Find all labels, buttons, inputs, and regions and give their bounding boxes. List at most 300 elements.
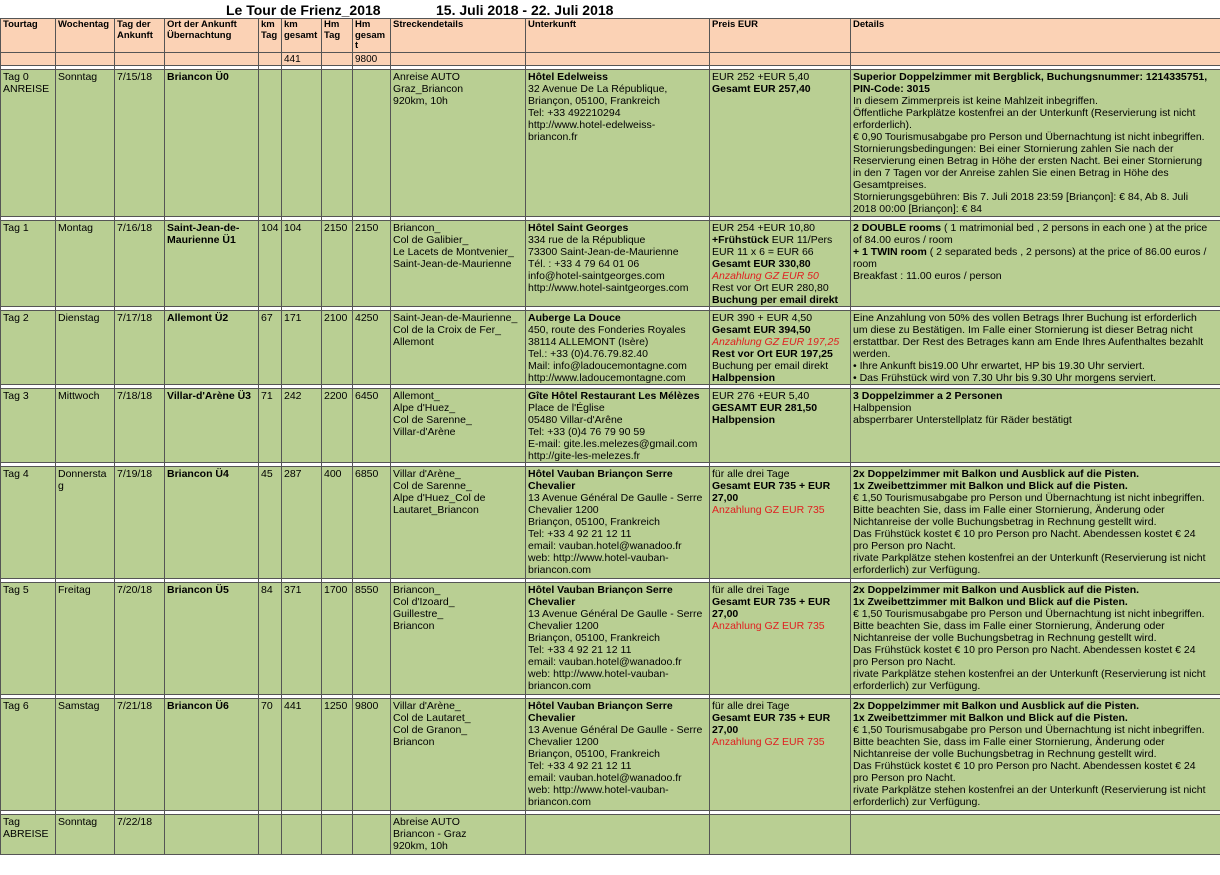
route-cell: [391, 310, 526, 384]
cell-line: E-mail: gite.les.melezes@gmail.com: [528, 437, 698, 450]
accommodation-cell: [526, 698, 710, 810]
cell-line: Tel: +33 4 92 21 12 11: [528, 527, 632, 540]
cell-line: Bitte beachten Sie, dass im Falle einer Stornierung, Änderung oder: [853, 503, 1165, 516]
cell-line: 27,00: [712, 491, 739, 504]
cell-line: Superior Doppelzimmer mit Bergblick, Buchungsnummer: 1214335751,: [853, 70, 1208, 83]
cell-line: Gesamt EUR 330,80: [712, 257, 811, 270]
cell-line: Hôtel Edelweiss: [528, 70, 608, 83]
cell-line: Col de Sarenne_: [393, 479, 472, 492]
cell-line: Col de la Croix de Fer_: [393, 323, 501, 336]
cell-line: http://www.hotel-edelweiss-: [528, 118, 656, 131]
km-total-cell: 371: [282, 582, 322, 694]
cell-line: in den 7 Tagen vor der Anreise zahlen Sie einen Betrag in Höhe des: [853, 166, 1169, 179]
cell-line: Anzahlung GZ EUR 735: [712, 503, 825, 516]
cell-line: + 1 TWIN room ( 2 separated beds , 2 persons) at the price of 86.00 euros /: [853, 245, 1207, 258]
details-cell: [851, 466, 1220, 578]
tourtag-cell: [1, 220, 56, 306]
cell-line: Stornierungsbedingungen: Bei einer Stornierung zahlen Sie nach der: [853, 142, 1174, 155]
hm-total-cell: 6850: [353, 466, 391, 578]
cell-line: Tél. : +33 4 79 64 01 06: [528, 257, 640, 270]
hm-day-cell: 2200: [322, 388, 353, 462]
cell-line: Briancon_: [393, 221, 441, 234]
day-row: [1, 466, 1220, 578]
cell-line: • Ihre Ankunft bis19.00 Uhr erwartet, HP bis 19.30 Uhr serviert.: [853, 359, 1145, 372]
km-day-cell: 70: [259, 698, 282, 810]
cell-line: web: http://www.hotel-vauban-: [528, 667, 669, 680]
cell-line: Eine Anzahlung von 50% des vollen Betrags Ihrer Buchung ist erforderlich: [853, 311, 1197, 324]
weekday-cell: Dienstag: [56, 310, 115, 384]
details-cell: [851, 814, 1220, 854]
cell-line: briancon.fr: [528, 130, 578, 143]
route-cell: [391, 814, 526, 854]
total-hm: 9800: [353, 52, 391, 65]
day-row: [1, 310, 1220, 384]
cell-line: Gesamt EUR 257,40: [712, 82, 811, 95]
hm-total-cell: 9800: [353, 698, 391, 810]
cell-line: Stornierungsgebühren: Bis 7. Juli 2018 23:59 [Briançon]: € 84, Ab 8. Juli: [853, 190, 1189, 203]
cell-line: Tel.: +33 (0)4.76.79.82.40: [528, 347, 648, 360]
cell-line: € 1,50 Tourismusabgabe pro Person und Übernachtung ist nicht inbegriffen.: [853, 491, 1205, 504]
header-cell: Wochentag: [56, 19, 115, 53]
accommodation-cell: [526, 69, 710, 216]
cell-line: erforderlich).: [853, 118, 912, 131]
cell-line: briancon.com: [528, 795, 592, 808]
accommodation-cell: [526, 388, 710, 462]
cell-line: In diesem Zimmerpreis ist keine Mahlzeit inbegriffen.: [853, 94, 1098, 107]
cell-line: absperrbarer Unterstellplatz für Räder bestätigt: [853, 413, 1072, 426]
cell-line: of 84.00 euros / room: [853, 233, 953, 246]
cell-line: Tag: [3, 815, 20, 828]
bold-fragment: 2 DOUBLE rooms: [853, 221, 942, 234]
accommodation-cell: [526, 466, 710, 578]
header-cell: km Tag: [259, 19, 282, 53]
cell-line: Anzahlung GZ EUR 735: [712, 735, 825, 748]
cell-line: 27,00: [712, 723, 739, 736]
cell-line: 13 Avenue Général De Gaulle - Serre: [528, 723, 703, 736]
cell-line: Hôtel Saint Georges: [528, 221, 629, 234]
date-cell: 7/18/18: [115, 388, 165, 462]
weekday-cell: Mittwoch: [56, 388, 115, 462]
location-cell: Villar-d'Arène Ü3: [165, 388, 259, 462]
details-cell: [851, 388, 1220, 462]
date-cell: 7/17/18: [115, 310, 165, 384]
header-cell: Hm Tag: [322, 19, 353, 53]
price-cell: [710, 582, 851, 694]
km-total-cell: 287: [282, 466, 322, 578]
cell-line: Halbpension: [712, 413, 776, 426]
cell-line: Guillestre_: [393, 607, 444, 620]
cell-line: Saint-Jean-de-Maurienne_: [393, 311, 518, 324]
cell-line: web: http://www.hotel-vauban-: [528, 783, 669, 796]
details-cell: [851, 582, 1220, 694]
cell-line: Alpe d'Huez_Col de: [393, 491, 486, 504]
weekday-cell: Sonntag: [56, 814, 115, 854]
weekday-cell: Sonntag: [56, 69, 115, 216]
header-cell: Streckendetails: [391, 19, 526, 53]
cell-line: rivate Parkplätze stehen kostenfrei an der Unterkunft (Reservierung ist nicht: [853, 783, 1206, 796]
cell-line: 2x Doppelzimmer mit Balkon und Ausblick auf die Pisten.: [853, 583, 1140, 596]
cell-line: erforderlich) zur Verfügung.: [853, 795, 981, 808]
cell-line: 13 Avenue Général De Gaulle - Serre: [528, 607, 703, 620]
cell-line: Nichtanreise der volle Buchungsbetrag in Rechnung gestellt wird.: [853, 747, 1157, 760]
hm-day-cell: 2150: [322, 220, 353, 306]
day-row: [1, 388, 1220, 462]
cell-line: Anzahlung GZ EUR 735: [712, 619, 825, 632]
km-day-cell: [259, 814, 282, 854]
cell-line: web: http://www.hotel-vauban-: [528, 551, 669, 564]
km-day-cell: 71: [259, 388, 282, 462]
cell-line: Tag 4: [3, 467, 29, 480]
cell-line: Rest vor Ort EUR 280,80: [712, 281, 829, 294]
hm-day-cell: [322, 69, 353, 216]
cell-line: Chevalier: [528, 711, 576, 724]
bold-fragment: +Frühstück: [712, 233, 769, 246]
cell-line: 920km, 10h: [393, 839, 448, 852]
price-cell: [710, 220, 851, 306]
route-cell: [391, 220, 526, 306]
cell-line: room: [853, 257, 877, 270]
cell-line: Col de Sarenne_: [393, 413, 472, 426]
cell-line: Anreise AUTO: [393, 70, 460, 83]
location-cell: Allemont Ü2: [165, 310, 259, 384]
cell-line: Col de Granon_: [393, 723, 468, 736]
price-cell: [710, 698, 851, 810]
cell-line: Le Lacets de Montvenier_: [393, 245, 514, 258]
cell-line: Graz_Briancon: [393, 82, 464, 95]
weekday-cell: Donnerstag: [56, 466, 115, 578]
cell-line: info@hotel-saintgeorges.com: [528, 269, 665, 282]
tourtag-cell: [1, 582, 56, 694]
cell-line: Briancon: [393, 619, 435, 632]
cell-line: 1x Zweibettzimmer mit Balkon und Blick auf die Pisten.: [853, 479, 1128, 492]
cell-line: € 0,90 Tourismusabgabe pro Person und Übernachtung ist nicht inbegriffen.: [853, 130, 1205, 143]
cell-line: Das Frühstück kostet € 10 pro Person pro Nacht. Abendessen kostet € 24: [853, 759, 1196, 772]
cell-line: Anzahlung GZ EUR 50: [712, 269, 819, 282]
cell-line: Gesamt EUR 735 + EUR: [712, 595, 831, 608]
cell-line: GESAMT EUR 281,50: [712, 401, 818, 414]
price-cell: [710, 814, 851, 854]
cell-line: Hôtel Vauban Briançon Serre: [528, 583, 673, 596]
details-cell: [851, 698, 1220, 810]
cell-line: pro Person pro Nacht.: [853, 539, 956, 552]
header-cell: Tourtag: [1, 19, 56, 53]
cell-line: Briançon, 05100, Frankreich: [528, 94, 660, 107]
bold-fragment: + 1 TWIN room: [853, 245, 927, 258]
price-cell: [710, 388, 851, 462]
cell-line: 73300 Saint-Jean-de-Maurienne: [528, 245, 679, 258]
header-cell: Ort der Ankunft Übernachtung: [165, 19, 259, 53]
km-day-cell: [259, 69, 282, 216]
header-cell: Hm gesamt: [353, 19, 391, 53]
cell-line: 1x Zweibettzimmer mit Balkon und Blick auf die Pisten.: [853, 711, 1128, 724]
cell-line: Breakfast : 11.00 euros / person: [853, 269, 1002, 282]
cell-line: Halbpension: [853, 401, 912, 414]
cell-line: EUR 252 +EUR 5,40: [712, 70, 810, 83]
weekday-cell: Montag: [56, 220, 115, 306]
day-row: [1, 582, 1220, 694]
cell-line: Gîte Hôtel Restaurant Les Mélèzes: [528, 389, 700, 402]
cell-line: rivate Parkplätze stehen kostenfrei an der Unterkunft (Reservierung ist nicht: [853, 667, 1206, 680]
accommodation-cell: [526, 220, 710, 306]
price-cell: [710, 310, 851, 384]
cell-line: Briancon: [393, 735, 435, 748]
cell-line: +Frühstück EUR 11/Pers: [712, 233, 833, 246]
header-cell: km gesamt: [282, 19, 322, 53]
price-cell: [710, 69, 851, 216]
cell-line: Saint-Jean-de-Maurienne: [393, 257, 512, 270]
date-cell: 7/22/18: [115, 814, 165, 854]
cell-line: Das Frühstück kostet € 10 pro Person pro Nacht. Abendessen kostet € 24: [853, 527, 1196, 540]
cell-line: 13 Avenue Général De Gaulle - Serre: [528, 491, 703, 504]
cell-line: Gesamt EUR 394,50: [712, 323, 811, 336]
hm-day-cell: [322, 814, 353, 854]
header-row: [1, 19, 1220, 53]
cell-line: Col de Lautaret_: [393, 711, 471, 724]
route-cell: [391, 698, 526, 810]
hm-total-cell: 8550: [353, 582, 391, 694]
date-cell: 7/15/18: [115, 69, 165, 216]
km-total-cell: 104: [282, 220, 322, 306]
cell-line: Col de Galibier_: [393, 233, 469, 246]
cell-line: EUR 276 +EUR 5,40: [712, 389, 810, 402]
km-total-cell: [282, 814, 322, 854]
cell-line: für alle drei Tage: [712, 583, 790, 596]
cell-line: Lautaret_Briancon: [393, 503, 479, 516]
header-cell: Preis EUR: [710, 19, 851, 53]
cell-line: Gesamt EUR 735 + EUR: [712, 479, 831, 492]
km-day-cell: 67: [259, 310, 282, 384]
cell-line: 38114 ALLEMONT (Isère): [528, 335, 649, 348]
cell-line: Gesamtpreises.: [853, 178, 927, 191]
cell-line: Tel: +33 492210294: [528, 106, 621, 119]
cell-line: Col d'Izoard_: [393, 595, 455, 608]
cell-line: Villar d'Arène_: [393, 467, 461, 480]
cell-line: Chevalier: [528, 595, 576, 608]
cell-line: Briancon - Graz: [393, 827, 467, 840]
cell-line: Villar-d'Arène: [393, 425, 456, 438]
km-total-cell: 242: [282, 388, 322, 462]
cell-line: briancon.com: [528, 563, 592, 576]
cell-line: um diese zu Bestätigen. Im Falle einer Stornierung ist dieser Betrag nicht: [853, 323, 1193, 336]
hm-day-cell: 400: [322, 466, 353, 578]
cell-line: email: vauban.hotel@wanadoo.fr: [528, 655, 682, 668]
day-row: [1, 69, 1220, 216]
cell-line: Briançon, 05100, Frankreich: [528, 515, 660, 528]
weekday-cell: Freitag: [56, 582, 115, 694]
hm-total-cell: 6450: [353, 388, 391, 462]
location-cell: Briancon Ü6: [165, 698, 259, 810]
cell-line: 27,00: [712, 607, 739, 620]
location-cell: Briancon Ü5: [165, 582, 259, 694]
details-cell: [851, 220, 1220, 306]
cell-line: ANREISE: [3, 82, 50, 95]
cell-line: Briançon, 05100, Frankreich: [528, 747, 660, 760]
cell-line: Gesamt EUR 735 + EUR: [712, 711, 831, 724]
accommodation-cell: [526, 582, 710, 694]
cell-line: http://www.ladoucemontagne.com: [528, 371, 686, 384]
cell-line: 334 rue de la République: [528, 233, 646, 246]
cell-line: Chevalier 1200: [528, 735, 599, 748]
cell-line: 2018 00:00 [Briançon]: € 84: [853, 202, 983, 215]
route-cell: [391, 69, 526, 216]
cell-line: Halbpension: [712, 371, 776, 384]
cell-line: Buchung per email direkt: [712, 359, 829, 372]
hm-total-cell: [353, 814, 391, 854]
cell-line: Tag 0: [3, 70, 29, 83]
tourtag-cell: [1, 698, 56, 810]
date-cell: 7/19/18: [115, 466, 165, 578]
cell-line: Alpe d'Huez_: [393, 401, 456, 414]
weekday-cell: Samstag: [56, 698, 115, 810]
cell-line: • Das Frühstück wird von 7.30 Uhr bis 9.30 Uhr morgens serviert.: [853, 371, 1157, 384]
date-cell: 7/16/18: [115, 220, 165, 306]
cell-line: Nichtanreise der volle Buchungsbetrag in Rechnung gestellt wird.: [853, 631, 1157, 644]
hm-day-cell: 1700: [322, 582, 353, 694]
cell-line: Tel: +33 4 92 21 12 11: [528, 759, 632, 772]
cell-line: € 1,50 Tourismusabgabe pro Person und Übernachtung ist nicht inbegriffen.: [853, 607, 1205, 620]
cell-line: http://www.hotel-saintgeorges.com: [528, 281, 689, 294]
cell-line: Tel: +33 4 92 21 12 11: [528, 643, 632, 656]
cell-line: pro Person pro Nacht.: [853, 655, 956, 668]
accommodation-cell: [526, 310, 710, 384]
cell-line: Abreise AUTO: [393, 815, 460, 828]
date-cell: 7/21/18: [115, 698, 165, 810]
cell-line: Chevalier: [528, 479, 576, 492]
cell-line: Tag 5: [3, 583, 29, 596]
cell-line: Öffentliche Parkplätze kostenfrei an der Unterkunft (Reservierung ist nicht: [853, 106, 1196, 119]
total-km: 441: [282, 52, 322, 65]
cell-line: email: vauban.hotel@wanadoo.fr: [528, 539, 682, 552]
cell-line: PIN-Code: 3015: [853, 82, 931, 95]
cell-line: Nichtanreise der volle Buchungsbetrag in Rechnung gestellt wird.: [853, 515, 1157, 528]
location-cell: [165, 814, 259, 854]
accommodation-cell: [526, 814, 710, 854]
hm-total-cell: 2150: [353, 220, 391, 306]
km-day-cell: 45: [259, 466, 282, 578]
tourtag-cell: [1, 388, 56, 462]
details-cell: [851, 69, 1220, 216]
cell-line: Hôtel Vauban Briançon Serre: [528, 699, 673, 712]
cell-line: Hôtel Vauban Briançon Serre: [528, 467, 673, 480]
cell-line: Chevalier 1200: [528, 503, 599, 516]
route-cell: [391, 388, 526, 462]
cell-line: Tel: +33 (0)4 76 79 90 59: [528, 425, 646, 438]
cell-line: Tag 2: [3, 311, 29, 324]
header-cell: Unterkunft: [526, 19, 710, 53]
cell-line: Place de l'Église: [528, 401, 605, 414]
cell-line: € 1,50 Tourismusabgabe pro Person und Übernachtung ist nicht inbegriffen.: [853, 723, 1205, 736]
totals-row: [1, 52, 1220, 65]
cell-line: 920km, 10h: [393, 94, 448, 107]
day-row: [1, 698, 1220, 810]
cell-line: 05480 Villar-d'Arêne: [528, 413, 623, 426]
cell-line: 2 DOUBLE rooms ( 1 matrimonial bed , 2 persons in each one ) at the price: [853, 221, 1208, 234]
sheet-title: Le Tour de Frienz_2018: [226, 2, 381, 18]
cell-line: 1x Zweibettzimmer mit Balkon und Blick auf die Pisten.: [853, 595, 1128, 608]
cell-line: Auberge La Douce: [528, 311, 621, 324]
location-cell: Saint-Jean-de-Maurienne Ü1: [165, 220, 259, 306]
km-day-cell: 104: [259, 220, 282, 306]
tourtag-cell: [1, 310, 56, 384]
location-cell: Briancon Ü4: [165, 466, 259, 578]
cell-line: Buchung per email direkt: [712, 293, 839, 306]
tourtag-cell: [1, 814, 56, 854]
cell-line: Anzahlung GZ EUR 197,25: [712, 335, 840, 348]
cell-line: http://gite-les-melezes.fr: [528, 449, 641, 462]
cell-line: EUR 390 + EUR 4,50: [712, 311, 813, 324]
hm-total-cell: 4250: [353, 310, 391, 384]
cell-line: Tag 3: [3, 389, 29, 402]
km-total-cell: 171: [282, 310, 322, 384]
details-cell: [851, 310, 1220, 384]
cell-line: Allemont_: [393, 389, 440, 402]
cell-line: EUR 254 +EUR 10,80: [712, 221, 816, 234]
cell-line: werden.: [853, 347, 891, 360]
cell-line: 32 Avenue De La République,: [528, 82, 668, 95]
date-cell: 7/20/18: [115, 582, 165, 694]
header-cell: Tag der Ankunft: [115, 19, 165, 53]
header-cell: Details: [851, 19, 1220, 53]
route-cell: [391, 582, 526, 694]
km-total-cell: [282, 69, 322, 216]
sheet-dates: 15. Juli 2018 - 22. Juli 2018: [436, 2, 614, 18]
tourtag-cell: [1, 466, 56, 578]
cell-line: Bitte beachten Sie, dass im Falle einer Stornierung, Änderung oder: [853, 735, 1165, 748]
cell-line: Allemont: [393, 335, 434, 348]
cell-line: Mail: info@ladoucemontagne.com: [528, 359, 687, 372]
cell-line: 2x Doppelzimmer mit Balkon und Ausblick auf die Pisten.: [853, 467, 1140, 480]
cell-line: 3 Doppelzimmer a 2 Personen: [853, 389, 1003, 402]
cell-line: email: vauban.hotel@wanadoo.fr: [528, 771, 682, 784]
route-cell: [391, 466, 526, 578]
tourtag-cell: [1, 69, 56, 216]
cell-line: für alle drei Tage: [712, 467, 790, 480]
price-cell: [710, 466, 851, 578]
day-row: [1, 220, 1220, 306]
cell-line: erforderlich) zur Verfügung.: [853, 563, 981, 576]
hm-total-cell: [353, 69, 391, 216]
cell-line: Chevalier 1200: [528, 619, 599, 632]
cell-line: Villar d'Arène_: [393, 699, 461, 712]
sheet-title-row: [0, 0, 1220, 19]
km-total-cell: 441: [282, 698, 322, 810]
itinerary-table: [0, 18, 1220, 855]
cell-line: 2x Doppelzimmer mit Balkon und Ausblick auf die Pisten.: [853, 699, 1140, 712]
day-row: [1, 814, 1220, 854]
cell-line: ABREISE: [3, 827, 49, 840]
cell-line: Reservierung einen Betrag in Höhe der ersten Nacht. Bei einer Stornierung: [853, 154, 1203, 167]
cell-line: für alle drei Tage: [712, 699, 790, 712]
location-cell: Briancon Ü0: [165, 69, 259, 216]
cell-line: erforderlich) zur Verfügung.: [853, 679, 981, 692]
cell-line: rivate Parkplätze stehen kostenfrei an der Unterkunft (Reservierung ist nicht: [853, 551, 1206, 564]
cell-line: Bitte beachten Sie, dass im Falle einer Stornierung, Änderung oder: [853, 619, 1165, 632]
cell-line: 450, route des Fonderies Royales: [528, 323, 686, 336]
cell-line: Das Frühstück kostet € 10 pro Person pro Nacht. Abendessen kostet € 24: [853, 643, 1196, 656]
hm-day-cell: 1250: [322, 698, 353, 810]
hm-day-cell: 2100: [322, 310, 353, 384]
cell-line: pro Person pro Nacht.: [853, 771, 956, 784]
cell-line: EUR 11 x 6 = EUR 66: [712, 245, 814, 258]
cell-line: erstattbar. Der Rest des Betrages kann am Ende Ihres Aufenthaltes bezahlt: [853, 335, 1204, 348]
cell-line: Rest vor Ort EUR 197,25: [712, 347, 833, 360]
cell-line: briancon.com: [528, 679, 592, 692]
cell-line: Briançon, 05100, Frankreich: [528, 631, 660, 644]
cell-line: Tag 6: [3, 699, 29, 712]
km-day-cell: 84: [259, 582, 282, 694]
cell-line: Tag 1: [3, 221, 29, 234]
cell-line: Briancon_: [393, 583, 441, 596]
